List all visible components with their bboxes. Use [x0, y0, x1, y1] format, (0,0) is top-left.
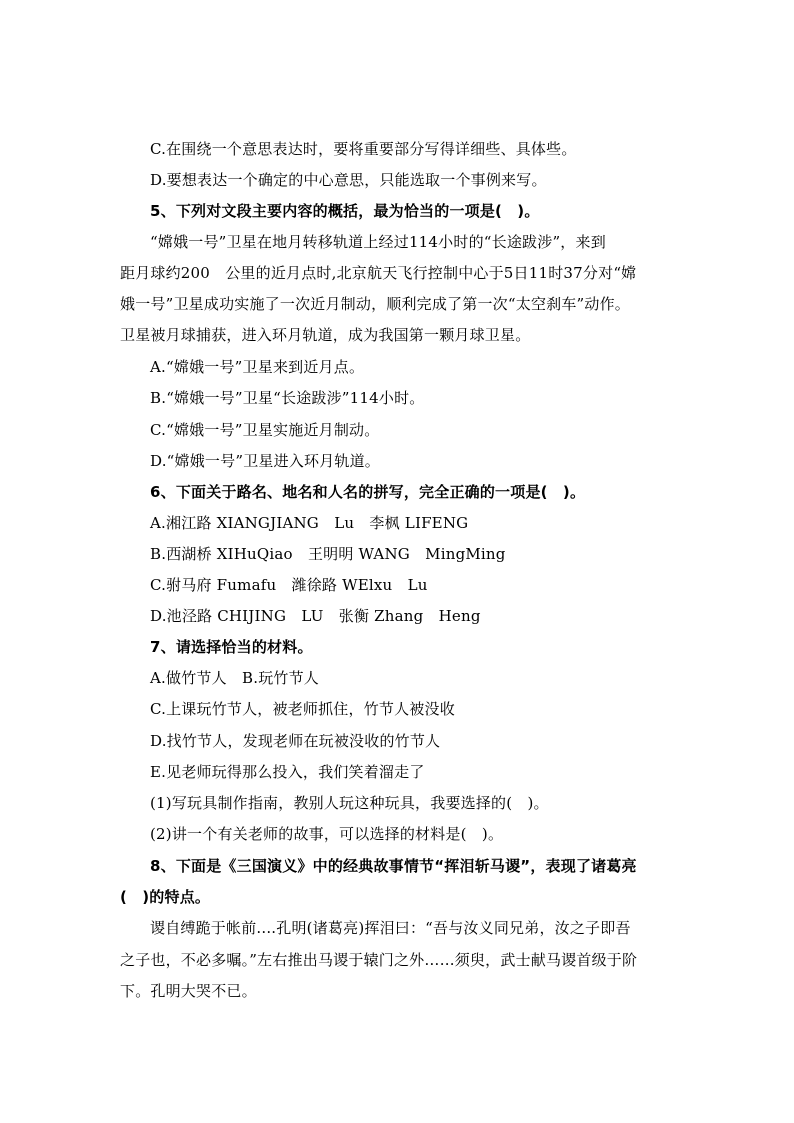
- q7-option-c: C.上课玩竹节人，被老师抓住，竹节人被没收: [150, 700, 455, 718]
- q7-sub-question-1: (1)写玩具制作指南，教别人玩这种玩具，我要选择的( )。: [150, 794, 549, 812]
- q5-passage-line-3: 娥一号”卫星成功实施了一次近月制动，顺利完成了第一次“太空刹车”动作。: [120, 295, 631, 313]
- q5-passage-line-4: 卫星被月球捕获，进入环月轨道，成为我国第一颗月球卫星。: [120, 326, 531, 344]
- q6-option-c: C.驸马府 Fumafu 潍徐路 WElxu Lu: [150, 576, 428, 594]
- q6-question: 6、下面关于路名、地名和人名的拼写，完全正确的一项是( )。: [150, 483, 586, 501]
- q5-option-a: A.“嫦娥一号”卫星来到近月点。: [150, 358, 365, 376]
- q7-option-ab: A.做竹节人 B.玩竹节人: [150, 669, 319, 687]
- q6-option-a: A.湘江路 XIANGJIANG Lu 李枫 LIFENG: [150, 514, 469, 532]
- q7-option-d: D.找竹节人，发现老师在玩被没收的竹节人: [150, 732, 441, 750]
- q8-question-line-2: ( )的特点。: [120, 888, 211, 906]
- q4-option-c: C.在围绕一个意思表达时，要将重要部分写得详细些、具体些。: [150, 140, 577, 158]
- q8-passage-line-3: 下。孔明大哭不已。: [120, 982, 257, 1000]
- q7-option-e: E.见老师玩得那么投入，我们笑着溜走了: [150, 763, 425, 781]
- q7-sub-question-2: (2)讲一个有关老师的故事，可以选择的材料是( )。: [150, 825, 504, 843]
- q8-passage-line-2: 之子也，不必多嘱。”左右推出马谡于辕门之外……须臾，武士献马谡首级于阶: [120, 951, 638, 969]
- q6-option-d: D.池泾路 CHIJING LU 张衡 Zhang Heng: [150, 607, 481, 625]
- q4-option-d: D.要想表达一个确定的中心意思，只能选取一个事例来写。: [150, 171, 547, 189]
- q5-question: 5、下列对文段主要内容的概括，最为恰当的一项是( )。: [150, 202, 540, 220]
- q7-question: 7、请选择恰当的材料。: [150, 638, 313, 656]
- q5-option-d: D.“嫦娥一号”卫星进入环月轨道。: [150, 452, 380, 470]
- q8-question-line-1: 8、下面是《三国演义》中的经典故事情节“挥泪斩马谡”，表现了诸葛亮: [150, 857, 637, 875]
- q5-passage-line-1: “嫦娥一号”卫星在地月转移轨道上经过114小时的“长途跋涉”，来到: [150, 233, 606, 251]
- q5-passage-line-2: 距月球约200 公里的近月点时,北京航天飞行控制中心于5日11时37分对“嫦: [120, 264, 637, 282]
- q8-passage-line-1: 谡自缚跪于帐前....孔明(诸葛亮)挥泪曰：“吾与汝义同兄弟，汝之子即吾: [150, 919, 631, 937]
- q5-option-b: B.“嫦娥一号”卫星“长途跋涉”114小时。: [150, 389, 425, 407]
- q6-option-b: B.西湖桥 XIHuQiao 王明明 WANG MingMing: [150, 545, 506, 563]
- q5-option-c: C.“嫦娥一号”卫星实施近月制动。: [150, 421, 380, 439]
